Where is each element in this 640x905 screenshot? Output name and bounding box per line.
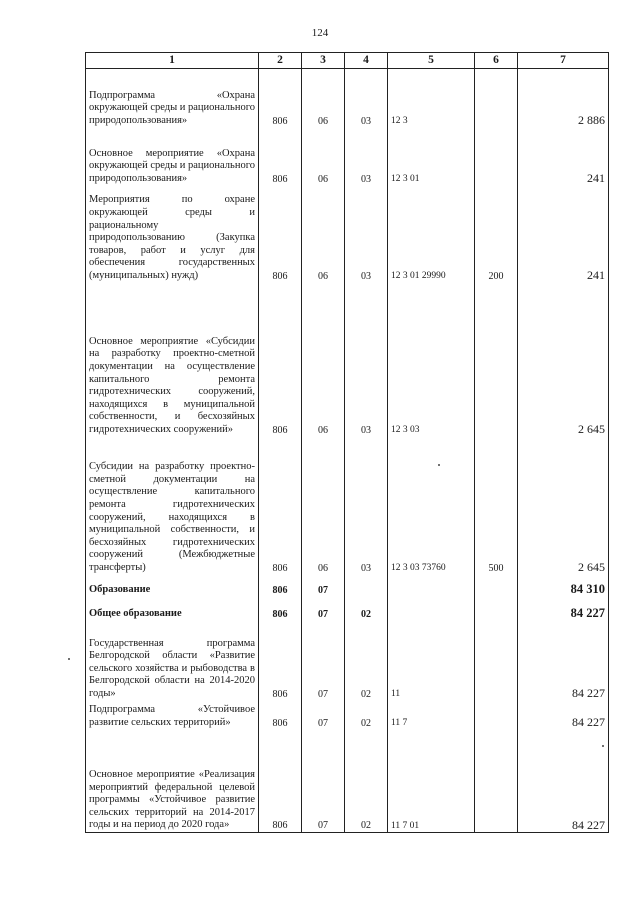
column-header-4: 4 xyxy=(345,53,388,69)
row-name: Подпрограмма «Охрана окружающей среды и рационального природопользования» xyxy=(86,69,259,128)
table-row xyxy=(86,69,609,128)
budget-table xyxy=(85,52,609,833)
table-row xyxy=(86,128,609,186)
table-row xyxy=(86,186,609,283)
column-header-5: 5 xyxy=(388,53,475,69)
row-code-6 xyxy=(475,730,518,833)
row-name: Мероприятия по охране окружающей среды и рациональному природопользованию (Закупка товаров, работ и услуг для обеспечения государственных (муниципальных) нужд) xyxy=(86,186,259,283)
row-code-4: 03 xyxy=(345,186,388,283)
row-code-6 xyxy=(475,575,518,597)
row-code-2: 806 xyxy=(259,128,302,186)
row-code-5 xyxy=(388,575,475,597)
row-amount: 2 886 xyxy=(518,69,609,128)
row-code-2: 806 xyxy=(259,283,302,437)
row-code-3: 07 xyxy=(302,701,345,730)
row-code-6 xyxy=(475,283,518,437)
row-amount: 241 xyxy=(518,186,609,283)
row-code-6 xyxy=(475,69,518,128)
column-header-7: 7 xyxy=(518,53,609,69)
row-name: Основное мероприятие «Охрана окружающей среды и рационального природопользования» xyxy=(86,128,259,186)
column-header-3: 3 xyxy=(302,53,345,69)
row-code-2: 806 xyxy=(259,730,302,833)
row-code-6 xyxy=(475,701,518,730)
row-code-3: 06 xyxy=(302,437,345,575)
row-code-4: 02 xyxy=(345,730,388,833)
column-header-1: 1 xyxy=(86,53,259,69)
table-header-row xyxy=(86,53,609,69)
row-code-4: 02 xyxy=(345,621,388,701)
table-row xyxy=(86,701,609,730)
row-amount: 2 645 xyxy=(518,437,609,575)
row-code-2: 806 xyxy=(259,575,302,597)
row-code-3: 07 xyxy=(302,621,345,701)
scan-speck xyxy=(438,464,440,466)
row-amount: 84 227 xyxy=(518,701,609,730)
scan-speck xyxy=(68,658,70,660)
row-amount: 84 227 xyxy=(518,730,609,833)
row-code-4: 03 xyxy=(345,128,388,186)
scan-speck xyxy=(602,745,604,747)
row-code-3: 07 xyxy=(302,597,345,621)
row-code-2: 806 xyxy=(259,597,302,621)
row-code-2: 806 xyxy=(259,621,302,701)
row-amount: 241 xyxy=(518,128,609,186)
column-header-6: 6 xyxy=(475,53,518,69)
row-code-5: 11 7 xyxy=(388,701,475,730)
row-name: Общее образование xyxy=(86,597,259,621)
row-code-5 xyxy=(388,597,475,621)
row-code-5: 12 3 03 xyxy=(388,283,475,437)
row-name: Основное мероприятие «Реализация мероприятий федеральной целевой программы «Устойчивое развитие сельских территорий на 2014-2017 годы и на период до 2020 года» xyxy=(86,730,259,833)
row-code-3: 07 xyxy=(302,575,345,597)
row-code-5: 12 3 xyxy=(388,69,475,128)
row-code-4: 03 xyxy=(345,283,388,437)
row-code-3: 06 xyxy=(302,69,345,128)
row-code-5: 11 xyxy=(388,621,475,701)
row-code-3: 06 xyxy=(302,283,345,437)
row-name: Подпрограмма «Устойчивое развитие сельских территорий» xyxy=(86,701,259,730)
row-code-6 xyxy=(475,128,518,186)
page-number: 124 xyxy=(311,27,329,39)
row-name: Субсидии на разработку проектно-сметной документации на осуществление капитального ремонта гидротехнических сооружений, находящихся в муниципальной собственности, и бесхозяйных гидротехнических сооружений (Межбюджетные трансферты) xyxy=(86,437,259,575)
row-amount: 84 227 xyxy=(518,621,609,701)
row-code-4: 02 xyxy=(345,701,388,730)
row-code-5: 12 3 01 29990 xyxy=(388,186,475,283)
row-code-2: 806 xyxy=(259,186,302,283)
row-code-6 xyxy=(475,597,518,621)
row-code-4 xyxy=(345,575,388,597)
row-code-2: 806 xyxy=(259,69,302,128)
row-code-2: 806 xyxy=(259,437,302,575)
row-code-3: 06 xyxy=(302,186,345,283)
row-amount: 84 227 xyxy=(518,597,609,621)
row-code-5: 12 3 01 xyxy=(388,128,475,186)
row-code-3: 07 xyxy=(302,730,345,833)
row-code-4: 03 xyxy=(345,437,388,575)
row-code-5: 11 7 01 xyxy=(388,730,475,833)
row-code-4: 03 xyxy=(345,69,388,128)
table-row xyxy=(86,283,609,437)
table-row xyxy=(86,575,609,597)
row-name: Основное мероприятие «Субсидии на разработку проектно-сметной документации на осуществление капитального ремонта гидротехнических сооружений, находящихся в муниципальной собственности, и бесхозяйных гидротехнических сооружений» xyxy=(86,283,259,437)
table-row xyxy=(86,437,609,575)
row-code-4: 02 xyxy=(345,597,388,621)
row-code-3: 06 xyxy=(302,128,345,186)
table-row xyxy=(86,621,609,701)
row-code-2: 806 xyxy=(259,701,302,730)
table-row xyxy=(86,597,609,621)
column-header-2: 2 xyxy=(259,53,302,69)
row-name: Государственная программа Белгородской области «Развитие сельского хозяйства и рыбоводства в Белгородской области на 2014-2020 годы» xyxy=(86,621,259,701)
table-row xyxy=(86,730,609,833)
row-code-6: 200 xyxy=(475,186,518,283)
row-amount: 2 645 xyxy=(518,283,609,437)
row-code-5: 12 3 03 73760 xyxy=(388,437,475,575)
row-amount: 84 310 xyxy=(518,575,609,597)
row-name: Образование xyxy=(86,575,259,597)
row-code-6: 500 xyxy=(475,437,518,575)
row-code-6 xyxy=(475,621,518,701)
